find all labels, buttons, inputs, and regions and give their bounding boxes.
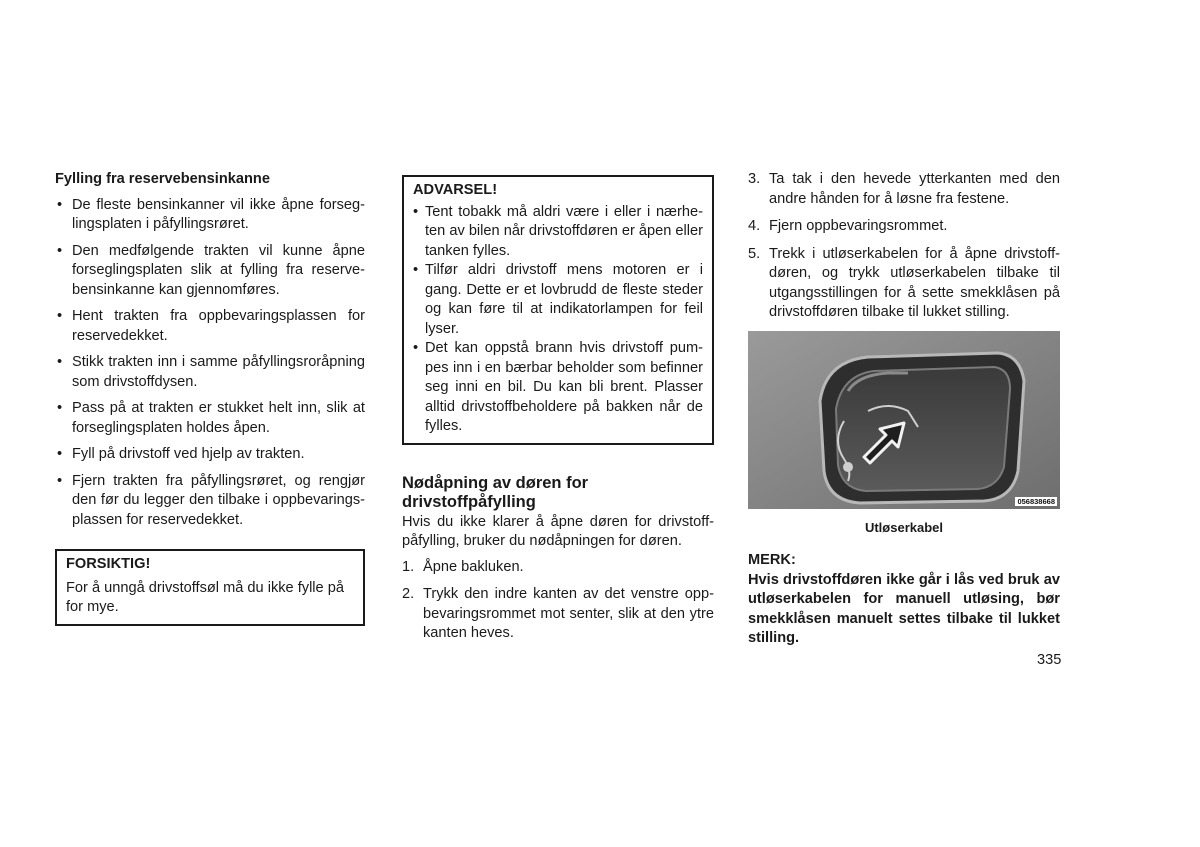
step-text: Trykk den indre kanten av det venstre opp-bevaringsrommet mot senter, slik at den ytre kanten heves. — [423, 586, 714, 641]
warning-box — [402, 175, 714, 445]
step-number: 5. — [748, 245, 761, 262]
list-item: • Fjern trakten fra påfyllingsrøret, og rengjør den før du legger den tilbake i oppbevarings-plassen for reservedekket. — [55, 472, 365, 531]
list-item: • Pass på at trakten er stukket helt inn, slik at forseglingsplaten holdes åpen. — [55, 399, 365, 438]
page-number: 335 — [1037, 652, 1062, 668]
middle-column — [402, 175, 714, 652]
list-item: • Den medfølgende trakten vil kunne åpne forseglingsplaten slik at fylling fra reserve-bensinkanne kan gjennomføres. — [55, 242, 365, 301]
caution-text: For å unngå drivstoffsøl må du ikke fylle på for mye. — [66, 579, 344, 615]
list-item: • Det kan oppstå brann hvis drivstoff pum-pes inn i en bærbar beholder som befinner seg inni en bil. Du kan bli brent. Plasser alltid drivstoffbeholdere på bakken når de fylles. — [413, 339, 703, 437]
left-column — [55, 170, 365, 626]
list-item — [402, 585, 714, 644]
list-item: • Hent trakten fra oppbevaringsplassen for reservedekket. — [55, 307, 365, 346]
section-title-emergency-release: Nødåpning av døren for drivstoffpåfylling — [402, 473, 589, 511]
list-item: • Tent tobakk må aldri være i eller i nærhe-ten av bilen når drivstoffdøren er åpen eller tanken fylles. — [413, 203, 703, 262]
list-item: • De fleste bensinkanner vil ikke åpne forseg-lingsplaten i påfyllingsrøret. — [55, 196, 365, 235]
step-number: 3. — [748, 171, 761, 187]
step-number: 1. — [402, 558, 415, 575]
list-item — [402, 558, 714, 578]
list-item: • Fyll på drivstoff ved hjelp av trakten. — [55, 445, 365, 465]
step-text: Trekk i utløserkabelen for å åpne drivstoff-døren, og trykk utløserkabelen tilbake til utgangsstillingen for å sette smekklåsen på drivstoffdøren tilbake til lukket stilling. — [769, 245, 1060, 320]
figure-code: 056838668 — [1017, 496, 1055, 506]
step-text: Fjern oppbevaringsrommet. — [769, 218, 948, 234]
list-item — [748, 170, 1060, 209]
caution-box — [55, 549, 365, 626]
step-number: 4. — [748, 218, 761, 234]
right-column — [748, 170, 1060, 649]
note-title: MERK: — [748, 552, 796, 568]
steps-list-part1 — [402, 558, 714, 644]
list-item: • Tilfør aldri drivstoff mens motoren er i gang. Dette er et lovbrudd de fleste steder og kan føre til at indikatorlampen for feil lyser. — [413, 261, 703, 339]
section-heading-reserve-can: Fylling fra reservebensinkanne — [55, 171, 270, 187]
list-item — [748, 245, 1060, 323]
reserve-can-bullet-list — [55, 196, 365, 531]
release-cable-photo — [748, 331, 1060, 509]
steps-list-part2 — [748, 170, 1060, 323]
list-item — [748, 217, 1060, 237]
intro-paragraph: Hvis du ikke klarer å åpne døren for drivstoff-påfylling, bruker du nødåpningen for døren. — [402, 513, 714, 549]
note-text: Hvis drivstoffdøren ikke går i lås ved bruk av utløserkabelen for manuell utløsing, bør smekklåsen manuelt settes tilbake til lukket stilling. — [748, 571, 1060, 646]
figure-caption: Utløserkabel — [864, 519, 944, 535]
storage-compartment-illustration — [748, 331, 1060, 509]
warning-bullet-list — [413, 203, 703, 437]
caution-title: FORSIKTIG! — [66, 556, 151, 572]
warning-title: ADVARSEL! — [413, 182, 498, 198]
list-item: • Stikk trakten inn i samme påfyllingsroråpning som drivstoffdysen. — [55, 353, 365, 392]
step-text: Åpne bakluken. — [423, 558, 524, 575]
step-text: Ta tak i den hevede ytterkanten med den andre hånden for å løsne fra festene. — [769, 171, 1060, 207]
step-number: 2. — [402, 586, 415, 602]
